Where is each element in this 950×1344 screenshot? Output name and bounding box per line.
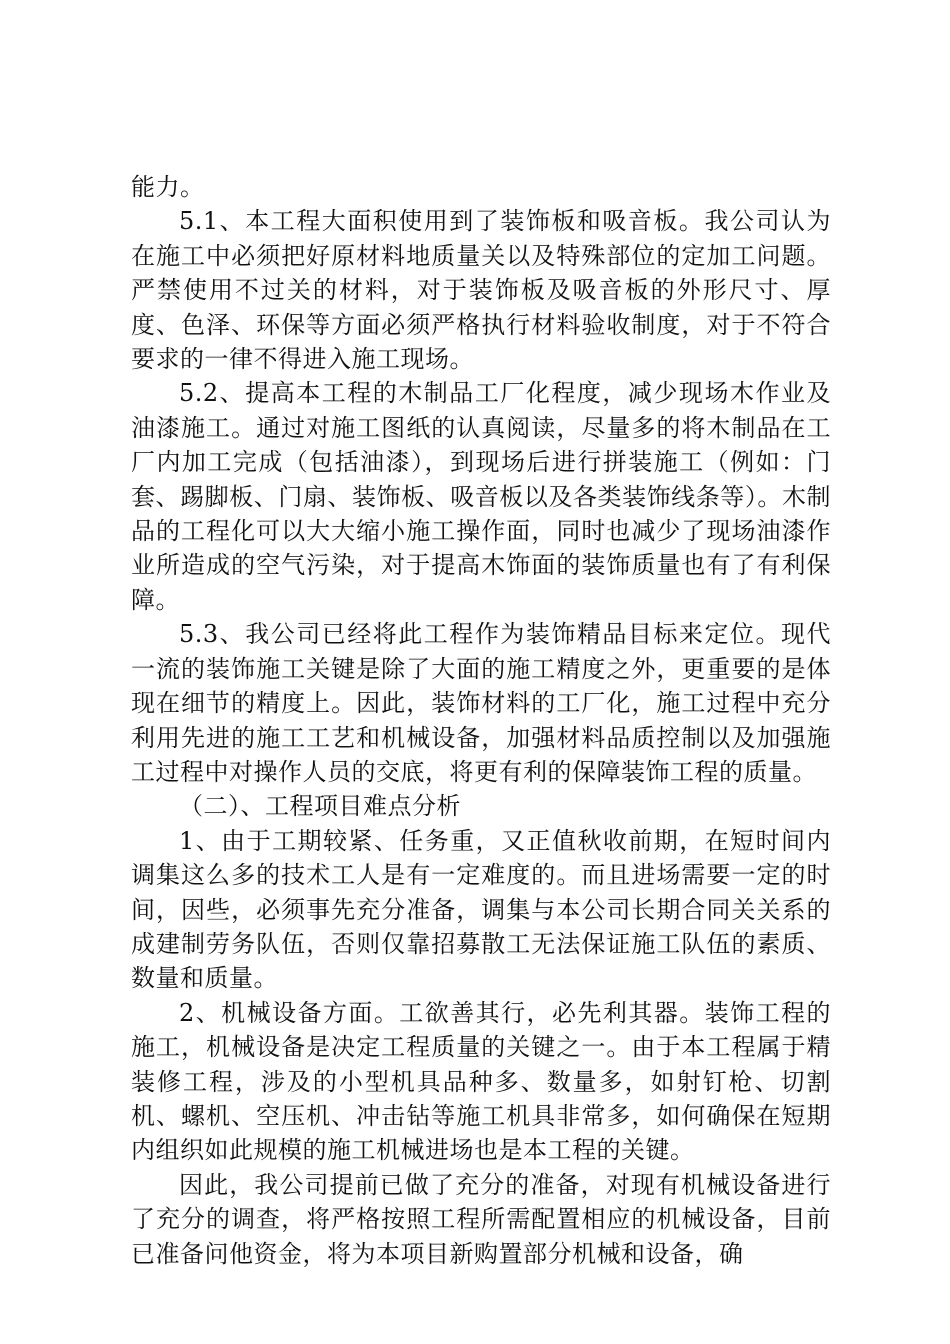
paragraph-5-2: 5.2、提高本工程的木制品工厂化程度，减少现场木作业及油漆施工。通过对施工图纸的认真阅读，尽量多的将木制品在工厂内加工完成（包括油漆），到现场后进行拼装施工（例如：门套、踢脚板、门扇、装饰板、吸音板以及各类装饰线条等）。木制品的工程化可以大大缩小施工操作面，同时也减少了现场油漆作业所造成的空气污染，对于提高木饰面的装饰质量也有了有利保障。 — [131, 379, 831, 614]
paragraph-continuation: 能力。 — [131, 173, 205, 201]
paragraph-5-3: 5.3、我公司已经将此工程作为装饰精品目标来定位。现代一流的装饰施工关键是除了大面的施工精度之外，更重要的是体现在细节的精度上。因此，装饰材料的工厂化，施工过程中充分利用先进的施工工艺和机械设备，加强材料品质控制以及加强施工过程中对操作人员的交底，将更有利的保障装饰工程的质量。 — [131, 620, 831, 786]
paragraph-difficulty-2: 2、机械设备方面。工欲善其行，必先利其器。装饰工程的施工，机械设备是决定工程质量的关键之一。由于本工程属于精装修工程，涉及的小型机具品种多、数量多，如射钉枪、切割机、螺机、空压机、冲击钻等施工机具非常多，如何确保在短期内组织如此规模的施工机械进场也是本工程的关键。 — [131, 998, 831, 1165]
paragraph-5-1: 5.1、本工程大面积使用到了装饰板和吸音板。我公司认为在施工中必须把好原材料地质量关以及特殊部位的定加工问题。严禁使用不过关的材料，对于装饰板及吸音板的外形尺寸、厚度、色泽、环保等方面必须严格执行材料验收制度，对于不符合要求的一律不得进入施工现场。 — [131, 207, 831, 374]
document-body — [131, 170, 831, 1271]
paragraph-difficulty-1: 1、由于工期较紧、任务重，又正值秋收前期，在短时间内调集这么多的技术工人是有一定难度的。而且进场需要一定的时间，因些，必须事先充分准备，调集与本公司长期合同关关系的成建制劳务队伍，否则仅靠招募散工无法保证施工队伍的素质、数量和质量。 — [131, 826, 831, 993]
paragraph-conclusion: 因此，我公司提前已做了充分的准备，对现有机械设备进行了充分的调查，将严格按照工程所需配置相应的机械设备，目前已准备问他资金，将为本项目新购置部分机械和设备，确 — [131, 1170, 831, 1268]
section-heading: （二）、工程项目难点分析 — [179, 792, 461, 821]
